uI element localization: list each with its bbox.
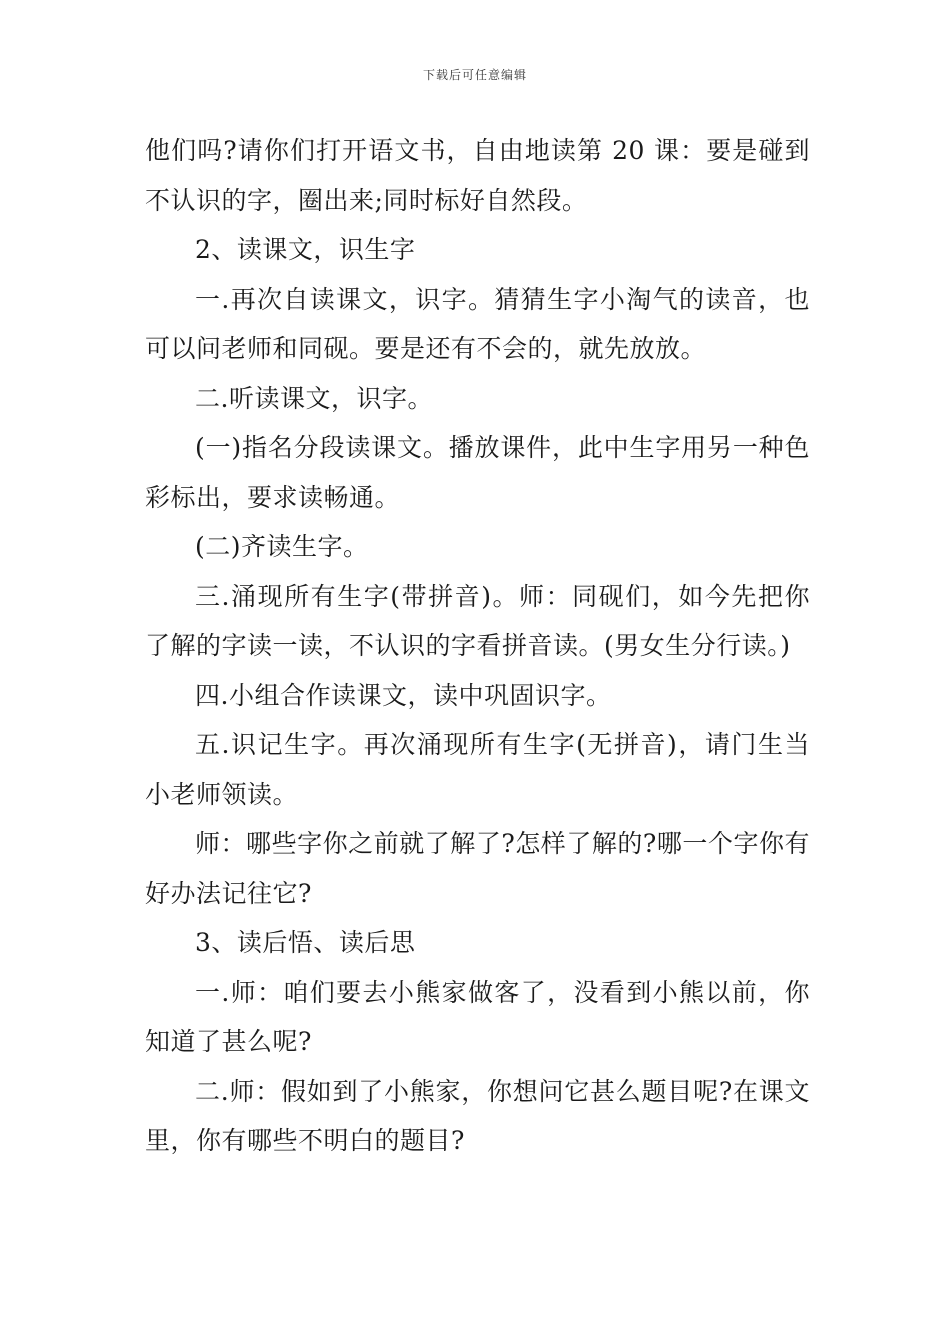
section-heading-3: 3、读后悟、读后思 bbox=[195, 928, 416, 957]
paragraph: (一)指名分段读课文。播放课件，此中生字用另一种色彩标出，要求读畅通。 bbox=[145, 433, 810, 512]
page-header: 下载后可任意编辑 bbox=[422, 68, 527, 82]
paragraph: 五.识记生字。再次涌现所有生字(无拼音)，请门生当小老师领读。 bbox=[145, 730, 810, 809]
paragraph: 二.师：假如到了小熊家，你想问它甚么题目呢?在课文里，你有哪些不明白的题目? bbox=[145, 1076, 810, 1155]
paragraph: 二.听读课文，识字。 bbox=[195, 383, 433, 413]
paragraph: 四.小组合作读课文，读中巩固识字。 bbox=[195, 680, 612, 710]
paragraph: (二)齐读生字。 bbox=[195, 532, 369, 561]
paragraph: 三.涌现所有生字(带拼音)。师：同砚们，如今先把你了解的字读一读，不认识的字看拼音读。(男女生分行读。) bbox=[145, 581, 810, 660]
paragraph: 一.师：咱们要去小熊家做客了，没看到小熊以前，你知道了甚么呢? bbox=[145, 977, 810, 1056]
paragraph-continuation: 他们吗?请你们打开语文书，自由地读第 20 课：要是碰到不认识的字，圈出来;同时标好自然段。 bbox=[145, 136, 810, 215]
paragraph: 师：哪些字你之前就了解了?怎样了解的?哪一个字你有好办法记往它? bbox=[145, 829, 810, 908]
document-body bbox=[145, 126, 810, 1166]
paragraph: 一.再次自读课文，识字。猜猜生字小淘气的读音，也可以问老师和同砚。要是还有不会的，就先放放。 bbox=[145, 284, 810, 363]
section-heading-2: 2、读课文，识生字 bbox=[195, 235, 416, 264]
